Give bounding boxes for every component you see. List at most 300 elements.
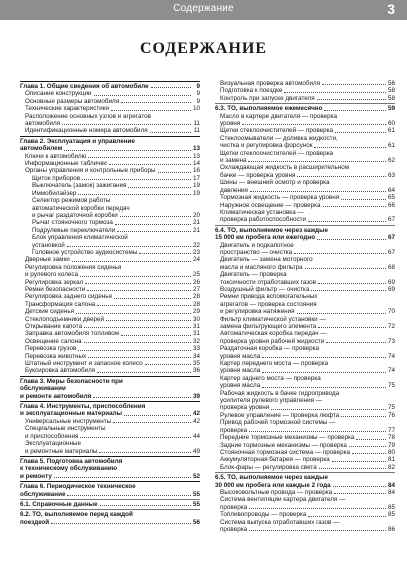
toc-chapter[interactable] xyxy=(20,393,200,400)
toc-chapter[interactable] xyxy=(20,473,200,480)
toc-entry-title: Описание конструкции xyxy=(25,90,92,98)
toc-entry[interactable] xyxy=(215,216,395,223)
toc-entry-title: Эксплуатационные xyxy=(25,440,81,448)
dot-leader xyxy=(294,253,386,254)
toc-page-number: 11 xyxy=(193,127,200,135)
toc-entry[interactable] xyxy=(20,345,200,352)
toc-entry-title: Глава 5. Подготовка автомобиля xyxy=(20,457,123,465)
toc-entry[interactable] xyxy=(215,316,395,323)
toc-page-number: 84 xyxy=(387,488,395,496)
toc-entry[interactable] xyxy=(215,95,395,102)
toc-entry[interactable] xyxy=(215,150,395,157)
toc-entry-title: автомобилем xyxy=(20,145,63,153)
toc-entry[interactable] xyxy=(215,511,395,518)
toc-entry[interactable] xyxy=(20,440,200,447)
toc-entry-title: Регулировка заднего сиденья xyxy=(25,293,112,301)
dot-leader xyxy=(308,516,386,517)
toc-page-number: 68 xyxy=(387,263,395,271)
toc-entry[interactable] xyxy=(215,202,395,209)
toc-entry-title: Визуальная проверка автомобиля xyxy=(220,80,321,87)
toc-section[interactable] xyxy=(215,103,395,112)
page-number: 3 xyxy=(387,1,395,17)
dot-leader xyxy=(332,461,386,462)
toc-entry[interactable] xyxy=(20,153,200,160)
toc-page-number: 36 xyxy=(192,367,200,375)
toc-page-number: 9 xyxy=(196,83,200,90)
toc-page-number: 42 xyxy=(192,417,200,425)
toc-entry[interactable] xyxy=(215,353,395,360)
dot-leader xyxy=(111,110,191,111)
toc-entry-title: Специальные инструменты xyxy=(25,425,106,433)
dot-leader xyxy=(262,357,386,358)
toc-entry[interactable] xyxy=(215,80,395,87)
toc-page-number: 65 xyxy=(387,194,395,202)
toc-chapter[interactable] xyxy=(20,465,200,472)
toc-page-number: 58 xyxy=(387,94,395,102)
toc-entry-title: Буксировка автомобиля xyxy=(25,367,96,375)
toc-entry-title: 6.2. ТО, выполняемое перед каждой xyxy=(20,511,133,519)
dot-leader xyxy=(262,387,386,388)
dot-leader xyxy=(151,87,191,88)
toc-page-number: 55 xyxy=(192,490,200,498)
dot-leader xyxy=(341,199,386,200)
toc-entry-title: Глава 4. Инструменты, приспособления xyxy=(20,403,146,411)
toc-entry-title: Щиток приборов xyxy=(32,174,81,182)
toc-page-number: 13 xyxy=(192,145,200,153)
dot-leader xyxy=(114,298,191,299)
toc-page-number: 85 xyxy=(387,511,395,519)
toc-entry-title: Щетки стеклоочистителей — проверка xyxy=(220,149,334,157)
toc-entry[interactable] xyxy=(215,375,395,382)
toc-page-number: 35 xyxy=(192,360,200,368)
toc-entry-title: и приспособления xyxy=(25,432,79,440)
dot-leader xyxy=(284,92,386,93)
toc-entry[interactable] xyxy=(20,418,200,425)
toc-entry[interactable] xyxy=(215,330,395,337)
dot-leader xyxy=(115,224,191,225)
toc-chapter[interactable] xyxy=(20,401,200,410)
toc-entry-title: Дверные замки xyxy=(25,256,70,264)
toc-page-number: 28 xyxy=(192,300,200,308)
toc-entry[interactable] xyxy=(215,382,395,389)
toc-page-number: 33 xyxy=(192,345,200,353)
toc-entry-title: Глава 2. Эксплуатация и управление xyxy=(20,137,135,145)
toc-page-number: 21 xyxy=(192,219,200,227)
toc-entry-title: Подготовка к поездке xyxy=(220,87,283,95)
toc-entry-title: уровня масла xyxy=(220,367,261,375)
toc-entry-title: уровня масла xyxy=(220,352,261,360)
toc-page-number: 29 xyxy=(192,308,200,316)
toc-entry-title: Воздушный фильтр — очистка xyxy=(220,285,310,293)
toc-entry-title: проверка работоспособности xyxy=(220,216,307,224)
toc-entry-title: проверка xyxy=(220,426,248,434)
toc-entry[interactable] xyxy=(20,425,200,432)
toc-left-column xyxy=(20,80,200,526)
toc-entry[interactable] xyxy=(20,197,200,204)
toc-entry[interactable] xyxy=(215,390,395,397)
toc-entry-title: Передние тормозные механизмы — проверка xyxy=(220,434,355,442)
toc-entry[interactable] xyxy=(20,175,200,182)
dot-leader xyxy=(242,124,386,125)
toc-entry-title: Головное устройство аудиосистемы xyxy=(32,248,138,256)
toc-entry-title: Фильтр климатической установки — xyxy=(220,315,326,323)
dot-leader xyxy=(120,216,191,217)
toc-entry-title: Идентификационные номера автомобиля xyxy=(25,127,148,135)
toc-page-number: 32 xyxy=(192,337,200,345)
toc-entry[interactable] xyxy=(215,526,395,533)
dot-leader xyxy=(333,486,386,487)
toc-entry[interactable] xyxy=(20,367,200,374)
toc-entry[interactable] xyxy=(20,105,200,112)
toc-entry[interactable] xyxy=(20,448,200,455)
toc-entry[interactable] xyxy=(215,249,395,256)
dot-leader xyxy=(88,157,191,158)
dot-leader xyxy=(250,191,386,192)
toc-entry[interactable] xyxy=(20,286,200,293)
toc-entry[interactable] xyxy=(215,279,395,286)
toc-entry-title: Регулировка положения сиденья xyxy=(25,263,122,271)
dot-leader xyxy=(113,422,191,423)
toc-entry-title: Универсальные инструменты xyxy=(25,417,112,425)
toc-entry-title: 30 000 км пробега или каждые 2 года xyxy=(215,481,331,489)
toc-chapter[interactable] xyxy=(20,410,200,417)
dot-leader xyxy=(262,372,386,373)
toc-entry[interactable] xyxy=(215,360,395,367)
toc-entry-title: и рулевого колеса xyxy=(25,271,79,279)
toc-entry[interactable] xyxy=(215,142,395,149)
toc-entry-title: автомобиля xyxy=(25,120,61,128)
toc-entry-title: Освещение салона xyxy=(25,337,82,345)
toc-entry-title: Аккумуляторная батарея — проверка xyxy=(220,456,330,464)
toc-page-number: 9 xyxy=(196,97,200,105)
toc-entry[interactable] xyxy=(215,164,395,171)
toc-entry[interactable] xyxy=(215,496,395,503)
toc-page-number: 42 xyxy=(192,410,200,418)
toc-entry[interactable] xyxy=(215,157,395,164)
toc-entry[interactable] xyxy=(20,182,200,189)
toc-entry-title: и эксплуатационные материалы xyxy=(20,410,122,418)
toc-entry-continuation: автоматической коробки передач xyxy=(32,204,130,212)
toc-entry[interactable] xyxy=(215,419,395,426)
toc-entry[interactable] xyxy=(215,271,395,278)
toc-page-number: 44 xyxy=(192,432,200,440)
toc-entry[interactable] xyxy=(215,127,395,134)
header-title: Содержание xyxy=(173,3,234,14)
dot-leader xyxy=(97,305,191,306)
toc-entry[interactable] xyxy=(20,190,200,197)
toc-entry[interactable] xyxy=(215,256,395,263)
toc-chapter[interactable] xyxy=(20,385,200,392)
toc-page-number: 21 xyxy=(192,226,200,234)
toc-section[interactable] xyxy=(20,499,200,508)
toc-entry-title: уровня масла xyxy=(220,382,261,390)
toc-page-number: 34 xyxy=(192,352,200,360)
toc-entry[interactable] xyxy=(20,234,200,241)
toc-entry[interactable] xyxy=(20,338,200,345)
toc-page-number: 58 xyxy=(387,87,395,95)
toc-page-number: 66 xyxy=(387,201,395,209)
toc-page-number: 49 xyxy=(192,447,200,455)
toc-entry-title: Технические характеристики xyxy=(25,105,110,113)
toc-entry[interactable] xyxy=(20,330,200,337)
toc-entry-title: уровня xyxy=(220,120,241,128)
dot-leader xyxy=(305,268,386,269)
toc-entry-title: и замена xyxy=(220,157,247,165)
toc-chapter[interactable] xyxy=(20,491,200,498)
toc-entry-title: Информационные таблички xyxy=(25,160,107,168)
toc-page-number: 62 xyxy=(387,157,395,165)
toc-entry[interactable] xyxy=(20,308,200,315)
dot-leader xyxy=(326,342,386,343)
dot-leader xyxy=(322,84,386,85)
toc-page-number: 19 xyxy=(192,189,200,197)
toc-entry-title: к техническому обслуживанию xyxy=(20,465,118,473)
toc-page-number: 26 xyxy=(192,278,200,286)
dot-leader xyxy=(318,327,386,328)
toc-entry[interactable] xyxy=(215,442,395,449)
toc-entry-continuation: агрегатов — проверка состояния xyxy=(220,300,317,308)
toc-chapter[interactable] xyxy=(20,481,200,490)
toc-entry[interactable] xyxy=(20,271,200,278)
toc-entry[interactable] xyxy=(20,316,200,323)
toc-entry-title: 15 000 км пробега или ежегодно xyxy=(215,234,316,242)
toc-entry[interactable] xyxy=(215,434,395,441)
toc-entry[interactable] xyxy=(215,427,395,434)
toc-chapter[interactable] xyxy=(20,456,200,465)
toc-entry[interactable] xyxy=(20,293,200,300)
toc-page-number: 52 xyxy=(192,472,200,480)
dot-leader xyxy=(158,172,191,173)
toc-section[interactable] xyxy=(215,472,395,481)
toc-page-number: 20 xyxy=(192,211,200,219)
toc-entry[interactable] xyxy=(20,167,200,174)
toc-entry-title: Масло в картере двигателя — проверка xyxy=(220,112,338,120)
toc-page-number: 9 xyxy=(196,90,200,98)
toc-entry-title: Картер переднего моста — проверка xyxy=(220,360,329,368)
toc-page-number: 31 xyxy=(192,330,200,338)
toc-entry-title: и регулировка натяжения xyxy=(220,308,295,316)
toc-page-number: 14 xyxy=(192,160,200,168)
toc-page-number: 67 xyxy=(387,216,395,224)
toc-entry-title: бачке — проверка уровня xyxy=(220,171,296,179)
toc-page-number: 56 xyxy=(387,80,395,87)
dot-leader xyxy=(150,132,191,133)
toc-entry[interactable] xyxy=(215,519,395,526)
toc-entry[interactable] xyxy=(20,279,200,286)
toc-page-number: 59 xyxy=(387,105,395,113)
toc-entry[interactable] xyxy=(20,98,200,105)
dot-leader xyxy=(324,110,386,111)
toc-entry-title: масла и масляного фильтра xyxy=(220,263,303,271)
dot-leader xyxy=(349,446,386,447)
toc-entry[interactable] xyxy=(215,187,395,194)
toc-entry-title: давления xyxy=(220,186,248,194)
toc-entry[interactable] xyxy=(215,464,395,471)
toc-entry[interactable] xyxy=(215,456,395,463)
dot-leader xyxy=(121,102,191,103)
toc-entry[interactable] xyxy=(20,113,200,120)
toc-page-number: 77 xyxy=(387,426,395,434)
toc-entry-title: Шины — внешний осмотр и проверка xyxy=(220,179,330,187)
toc-entry[interactable] xyxy=(20,90,200,97)
toc-page-number: 60 xyxy=(387,120,395,128)
dot-leader xyxy=(311,290,386,291)
toc-entry[interactable] xyxy=(215,179,395,186)
toc-entry-title: Открывание капота xyxy=(25,323,83,330)
toc-entry[interactable] xyxy=(215,135,395,142)
toc-entry-title: и ремонту xyxy=(20,472,52,480)
toc-page-number: 25 xyxy=(192,271,200,279)
toc-entry-title: 6.1. Справочные данные xyxy=(20,500,98,508)
toc-entry-title: Двигатель — замена моторного xyxy=(220,256,313,264)
toc-section[interactable] xyxy=(215,482,395,489)
dot-leader xyxy=(106,320,191,321)
dot-leader xyxy=(124,415,191,416)
toc-page-number: 24 xyxy=(192,256,200,264)
dot-leader xyxy=(145,364,191,365)
toc-entry[interactable] xyxy=(215,489,395,496)
dot-leader xyxy=(139,253,191,254)
toc-page-number: 75 xyxy=(387,404,395,412)
toc-entry-title: поездкой xyxy=(20,518,50,526)
toc-section[interactable] xyxy=(20,519,200,526)
toc-entry[interactable] xyxy=(20,227,200,234)
toc-entry-title: Высоковольтные провода — проверка xyxy=(220,488,333,496)
toc-chapter[interactable] xyxy=(20,136,200,145)
toc-entry[interactable] xyxy=(20,256,200,263)
toc-entry-title: Стояночная тормозная система — проверка xyxy=(220,448,350,456)
toc-page-number: 67 xyxy=(387,248,395,256)
dot-leader xyxy=(84,327,191,328)
toc-entry[interactable] xyxy=(215,504,395,511)
toc-entry-title: Перевозка грузов xyxy=(25,345,77,353)
toc-entry-title: Подрулевые переключатели xyxy=(32,226,116,234)
toc-entry[interactable] xyxy=(20,219,200,226)
toc-page-number: 69 xyxy=(387,278,395,286)
toc-entry-title: установкой xyxy=(32,241,65,249)
toc-entry[interactable] xyxy=(215,286,395,293)
dot-leader xyxy=(72,261,191,262)
toc-entry[interactable] xyxy=(20,127,200,134)
toc-page-number: 61 xyxy=(387,127,395,135)
toc-entry-title: Раздаточная коробка — проверка xyxy=(220,345,320,353)
toc-entry-title: чистка и регулировка форсунок xyxy=(220,142,313,150)
toc-entry[interactable] xyxy=(215,367,395,374)
toc-chapter[interactable] xyxy=(20,145,200,152)
toc-page-number: 73 xyxy=(387,337,395,345)
toc-section[interactable] xyxy=(20,509,200,518)
toc-page-number: 13 xyxy=(192,152,200,160)
toc-page-number: 39 xyxy=(192,392,200,400)
toc-entry[interactable] xyxy=(215,345,395,352)
toc-entry-title: Блок управления климатической xyxy=(32,234,128,242)
dot-leader xyxy=(121,335,191,336)
toc-entry-title: Климатическая установка — xyxy=(220,208,304,216)
toc-page-number: 78 xyxy=(387,434,395,442)
dot-leader xyxy=(99,452,191,453)
toc-entry[interactable] xyxy=(20,249,200,256)
toc-entry[interactable] xyxy=(20,242,200,249)
toc-page-number: 85 xyxy=(387,503,395,511)
toc-chapter[interactable] xyxy=(20,81,200,90)
dot-leader xyxy=(352,453,386,454)
dot-leader xyxy=(100,505,191,506)
toc-entry-title: токсичности отработавших газов xyxy=(220,278,316,286)
dot-leader xyxy=(341,416,386,417)
toc-page-number: 56 xyxy=(192,518,200,526)
toc-entry-title: 6.4. ТО, выполняемое через каждые xyxy=(215,226,329,234)
toc-page-number: 74 xyxy=(387,367,395,375)
dot-leader xyxy=(297,176,386,177)
toc-entry-title: Система вентиляции картера двигателя — xyxy=(220,496,346,504)
toc-entry-title: Иммобилайзер xyxy=(32,189,77,197)
toc-entry-title: Щетки стеклоочистителей — проверка xyxy=(220,127,334,135)
toc-entry-title: Селектор режимов работы xyxy=(32,197,111,205)
dot-leader xyxy=(249,508,386,509)
toc-entry-title: Ремни безопасности xyxy=(25,285,86,293)
toc-entry[interactable] xyxy=(215,404,395,411)
toc-section[interactable] xyxy=(215,225,395,234)
toc-entry-title: Автоматическая коробка передач — xyxy=(220,330,327,338)
toc-entry-title: Привод рабочей тормозной системы — xyxy=(220,419,336,427)
toc-entry[interactable] xyxy=(20,353,200,360)
toc-entry-title: Стеклоподъемники дверей xyxy=(25,315,104,323)
toc-page-number: 17 xyxy=(192,174,200,182)
toc-entry[interactable] xyxy=(215,308,395,315)
toc-entry-title: Рулевое управление — проверка люфта xyxy=(220,411,340,419)
toc-entry-title: обслуживании xyxy=(20,385,66,393)
toc-entry-title: Тормозная жидкость — проверка уровня xyxy=(220,194,340,202)
toc-entry[interactable] xyxy=(215,293,395,300)
toc-entry[interactable] xyxy=(20,212,200,219)
toc-entry[interactable] xyxy=(215,194,395,201)
toc-page-number: 61 xyxy=(387,142,395,150)
dot-leader xyxy=(94,95,191,96)
toc-entry-title: Глава 6. Периодическое техническое xyxy=(20,483,136,491)
toc-entry[interactable] xyxy=(20,264,200,271)
toc-entry-title: Картер заднего моста — проверка xyxy=(220,374,321,382)
toc-entry[interactable] xyxy=(20,433,200,440)
toc-section[interactable] xyxy=(215,234,395,241)
toc-entry-title: Двигатель — проверка xyxy=(220,271,287,279)
dot-leader xyxy=(54,477,191,478)
toc-entry[interactable] xyxy=(215,264,395,271)
toc-entry[interactable] xyxy=(215,113,395,120)
toc-entry-title: Органы управления и контрольные приборы xyxy=(25,167,156,175)
toc-page-number: 22 xyxy=(192,241,200,249)
toc-entry[interactable] xyxy=(215,242,395,249)
toc-entry-title: Контроль при запуске двигателя xyxy=(220,94,315,102)
toc-entry-title: 6.3. ТО, выполняемое ежемесячно xyxy=(215,105,323,113)
dot-leader xyxy=(356,439,386,440)
toc-page-number: 31 xyxy=(192,323,200,330)
toc-entry-title: Стеклоомыватели — доливка жидкости, xyxy=(220,134,338,142)
dot-leader xyxy=(88,357,191,358)
toc-page-number: 55 xyxy=(192,500,200,508)
dot-leader xyxy=(51,523,191,524)
toc-entry-title: замена фильтрующего элемента xyxy=(220,323,317,330)
toc-entry-title: Ремни привода вспомогательных xyxy=(220,293,318,301)
toc-entry[interactable] xyxy=(20,301,200,308)
toc-entry-title: Заправка автомобиля топливом xyxy=(25,330,120,338)
toc-entry-title: Блок-фары — регулировка света xyxy=(220,463,317,471)
dot-leader xyxy=(128,187,191,188)
dot-leader xyxy=(323,206,386,207)
dot-leader xyxy=(317,239,386,240)
toc-chapter[interactable] xyxy=(20,376,200,385)
toc-entry[interactable] xyxy=(215,87,395,94)
dot-leader xyxy=(248,161,386,162)
